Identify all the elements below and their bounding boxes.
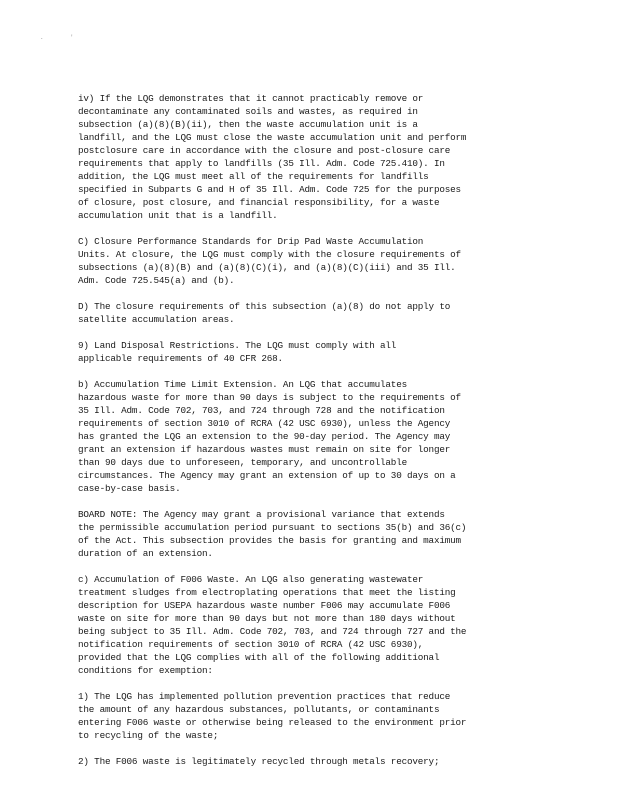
text-line: accumulation unit that is a landfill. [78,210,278,221]
scan-mark: . [40,34,44,41]
paragraph-2 [78,755,548,768]
text-line: of closure, post closure, and financial responsibility, for a waste [78,197,440,208]
text-line: provided that the LQG complies with all of the following additional [78,652,440,663]
text-line: than 90 days due to unforeseen, temporary, and uncontrollable [78,457,407,468]
paragraph-1 [78,690,548,742]
text-line: treatment sludges from electroplating operations that meet the listing [78,587,456,598]
text-line: duration of an extension. [78,548,213,559]
paragraph-9 [78,339,548,365]
text-line: 1) The LQG has implemented pollution prevention practices that reduce [78,691,451,702]
paragraph-C [78,235,548,287]
text-line: 35 Ill. Adm. Code 702, 703, and 724 through 728 and the notification [78,405,445,416]
text-line: of the Act. This subsection provides the basis for granting and maximum [78,535,461,546]
text-line: Units. At closure, the LQG must comply with the closure requirements of [78,249,461,260]
text-line: waste on site for more than 90 days but not more than 180 days without [78,613,456,624]
text-line: postclosure care in accordance with the closure and post-closure care [78,145,451,156]
text-line: being subject to 35 Ill. Adm. Code 702, 703, and 724 through 727 and the [78,626,467,637]
text-line: notification requirements of section 3010 of RCRA (42 USC 6930), [78,639,424,650]
text-line: to recycling of the waste; [78,730,219,741]
text-line: 9) Land Disposal Restrictions. The LQG must comply with all [78,340,397,351]
paragraph-board-note [78,508,548,560]
document-body [78,92,548,781]
text-line: case-by-case basis. [78,483,181,494]
text-line: c) Accumulation of F006 Waste. An LQG also generating wastewater [78,574,424,585]
paragraph-iv [78,92,548,222]
text-line: circumstances. The Agency may grant an extension of up to 30 days on a [78,470,456,481]
text-line: landfill, and the LQG must close the waste accumulation unit and perform [78,132,467,143]
text-line: iv) If the LQG demonstrates that it cannot practicably remove or [78,93,424,104]
text-line: requirements of section 3010 of RCRA (42 USC 6930), unless the Agency [78,418,451,429]
text-line: the amount of any hazardous substances, pollutants, or contaminants [78,704,440,715]
text-line: specified in Subparts G and H of 35 Ill. Adm. Code 725 for the purposes [78,184,461,195]
text-line: entering F006 waste or otherwise being released to the environment prior [78,717,467,728]
text-line: decontaminate any contaminated soils and wastes, as required in [78,106,418,117]
text-line: requirements that apply to landfills (35 Ill. Adm. Code 725.410). In [78,158,445,169]
text-line: conditions for exemption: [78,665,213,676]
text-line: description for USEPA hazardous waste number F006 may accumulate F006 [78,600,451,611]
text-line: C) Closure Performance Standards for Drip Pad Waste Accumulation [78,236,424,247]
paragraph-c [78,573,548,677]
text-line: the permissible accumulation period pursuant to sections 35(b) and 36(c) [78,522,467,533]
text-line: D) The closure requirements of this subsection (a)(8) do not apply to [78,301,451,312]
scan-mark: ' [70,34,74,41]
text-line: addition, the LQG must meet all of the requirements for landfills [78,171,429,182]
text-line: subsections (a)(8)(B) and (a)(8)(C)(i), and (a)(8)(C)(iii) and 35 Ill. [78,262,456,273]
text-line: subsection (a)(8)(B)(ii), then the waste accumulation unit is a [78,119,418,130]
text-line: BOARD NOTE: The Agency may grant a provisional variance that extends [78,509,445,520]
text-line: b) Accumulation Time Limit Extension. An LQG that accumulates [78,379,407,390]
text-line: Adm. Code 725.545(a) and (b). [78,275,235,286]
text-line: 2) The F006 waste is legitimately recycled through metals recovery; [78,756,440,767]
text-line: satellite accumulation areas. [78,314,235,325]
paragraph-D [78,300,548,326]
text-line: applicable requirements of 40 CFR 268. [78,353,283,364]
text-line: grant an extension if hazardous wastes must remain on site for longer [78,444,451,455]
text-line: has granted the LQG an extension to the 90-day period. The Agency may [78,431,451,442]
paragraph-b [78,378,548,495]
text-line: hazardous waste for more than 90 days is subject to the requirements of [78,392,461,403]
